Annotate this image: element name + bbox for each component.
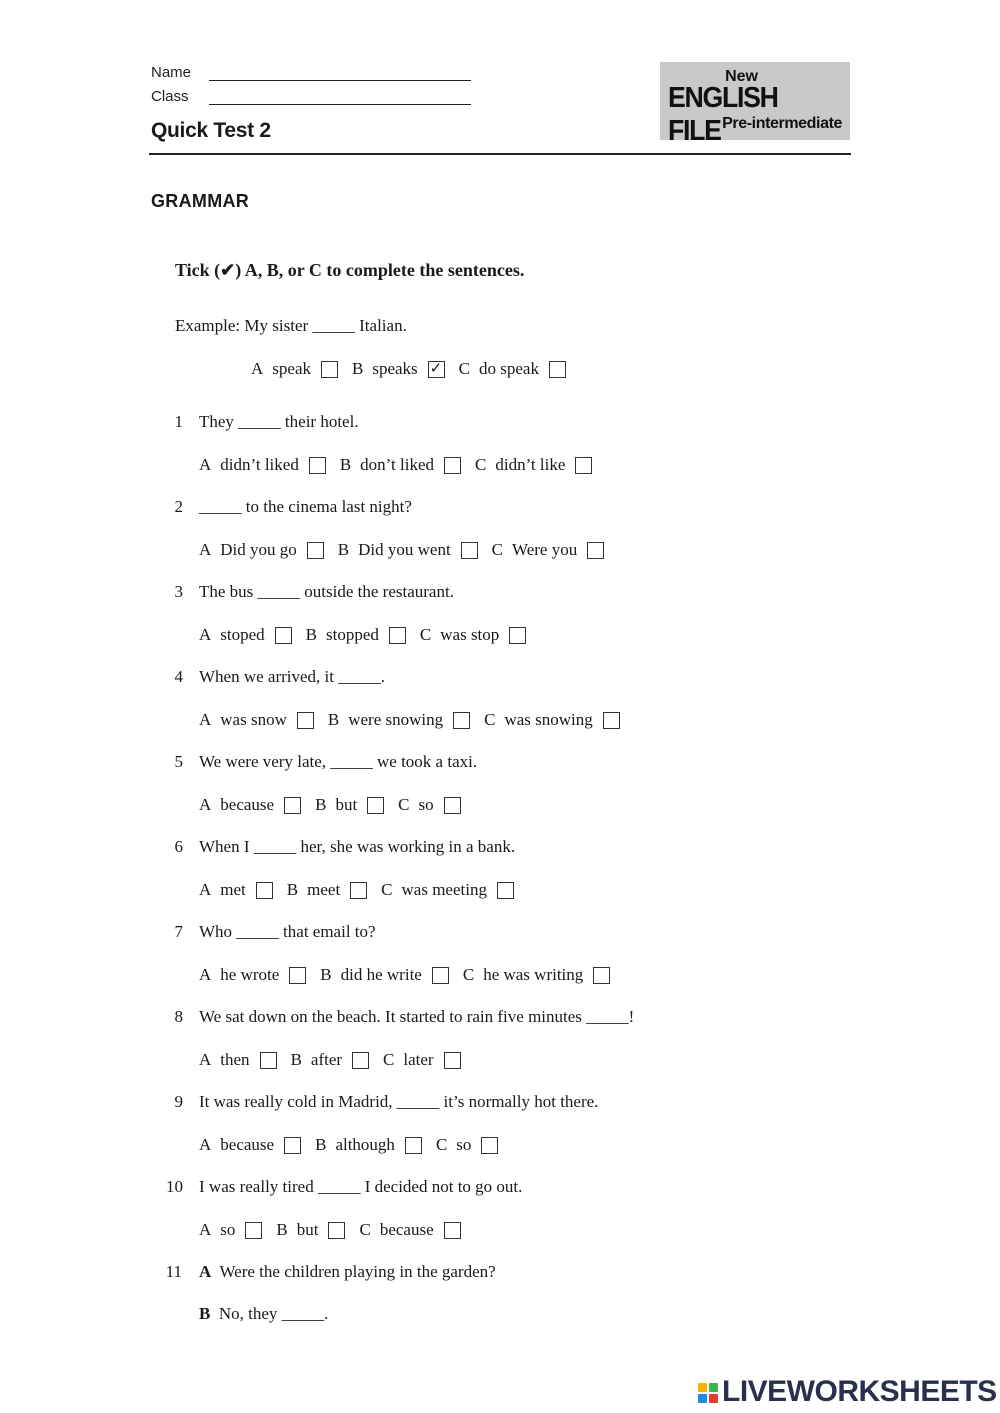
option-letter: B [305,625,318,644]
option-text: meet [307,880,341,899]
question-options [199,965,624,985]
option-letter: C [484,710,496,729]
section-title: GRAMMAR [151,191,250,211]
checkbox[interactable] [444,1052,461,1069]
question-number: 11 [165,1262,182,1281]
liveworksheets-logo-icon [698,1383,718,1403]
question-options [199,710,634,730]
option-letter: A [199,625,212,644]
option-letter: B [327,710,340,729]
option-a [199,625,306,645]
question-number: 7 [174,922,183,941]
option-letter: A [199,795,212,814]
option-letter: C [383,1050,395,1069]
checkbox[interactable] [444,457,461,474]
checkbox[interactable] [297,712,314,729]
speaker-a-label: A [199,1262,212,1281]
option-text: speaks [372,359,418,378]
option-letter: B [276,1220,288,1239]
checkbox[interactable] [444,797,461,814]
option-letter: A [199,710,212,729]
question-options [199,795,475,815]
instruction: Tick (✔) A, B, or C to complete the sentences. [175,260,525,280]
question-options [199,1050,475,1070]
page-title: Quick Test 2 [151,119,271,142]
question-sentence: We were very late, _____ we took a taxi. [199,752,478,771]
checkbox[interactable] [284,1137,301,1154]
option-text: so [456,1135,472,1154]
option-b [291,1050,383,1070]
option-letter: A [199,1050,212,1069]
option-letter: A [199,1135,212,1154]
question-number: 8 [174,1007,183,1026]
option-c [436,1135,512,1155]
example-sentence: Example: My sister _____ Italian. [175,316,407,335]
option-a [199,880,287,900]
checkbox[interactable] [549,361,566,378]
option-b [287,880,381,900]
checkbox[interactable] [453,712,470,729]
option-text: after [310,1050,343,1069]
checkbox[interactable] [350,882,367,899]
checkbox-checked[interactable] [428,361,445,378]
speaker-a-text: Were the children playing in the garden? [219,1262,496,1281]
logo-line-english-file: ENGLISH FILE [668,82,778,147]
example-options [251,359,580,379]
option-text: was meeting [401,880,487,899]
name-label: Name [151,64,192,81]
option-text: but [335,795,358,814]
header-divider [149,153,851,155]
question-number: 9 [174,1092,183,1111]
option-letter: B [352,359,364,378]
question-number: 2 [174,497,183,516]
checkbox[interactable] [367,797,384,814]
option-letter: B [315,1135,327,1154]
option-text: met [220,880,246,899]
option-letter: B [315,795,327,814]
option-b [315,1135,436,1155]
name-field[interactable] [209,80,471,81]
checkbox[interactable] [432,967,449,984]
option-c [484,710,634,730]
question-sentence: When we arrived, it _____. [199,667,385,686]
option-letter: C [359,1220,371,1239]
option-c [398,795,474,815]
question-sentence: Who _____ that email to? [199,922,376,941]
checkbox[interactable] [509,627,526,644]
option-b [320,965,463,985]
checkbox[interactable] [245,1222,262,1239]
option-text: were snowing [348,710,444,729]
option-text: was snow [220,710,287,729]
option-letter: C [435,1135,448,1154]
option-letter: A [199,965,212,984]
logo-line-level: Pre-intermediate [722,115,842,132]
checkbox[interactable] [593,967,610,984]
option-text: do speak [479,359,539,378]
option-a [199,455,340,475]
option-letter: B [339,455,352,474]
question-number: 5 [174,752,183,771]
checkbox[interactable] [256,882,273,899]
class-field[interactable] [209,104,471,105]
option-a [199,1220,276,1240]
checkbox[interactable] [481,1137,498,1154]
option-letter: A [199,455,212,474]
option-text: although [335,1135,395,1154]
checkbox[interactable] [587,542,604,559]
question-number: 1 [174,412,183,431]
option-a [199,710,328,730]
liveworksheets-watermark [698,1375,997,1409]
question-number: 3 [174,582,183,601]
option-text: later [403,1050,434,1069]
option-c [463,965,624,985]
option-a [199,540,338,560]
question-11-line-b [199,1304,328,1324]
option-b [340,455,475,475]
option-b [328,710,484,730]
checkbox[interactable] [461,542,478,559]
option-a [199,965,320,985]
checkbox[interactable] [275,627,292,644]
checkbox[interactable] [289,967,306,984]
question-sentence: We sat down on the beach. It started to rain five minutes _____! [199,1007,635,1026]
option-text: so [418,795,434,814]
option-c [381,880,528,900]
option-letter: B [290,1050,302,1069]
checkbox[interactable] [603,712,620,729]
question-options [199,625,540,645]
option-text: stopped [326,625,379,644]
option-letter: A [251,359,264,378]
option-letter: A [199,1220,212,1239]
example-option-a [251,359,352,379]
option-letter: C [381,880,393,899]
question-sentence: They _____ their hotel. [199,412,359,431]
class-label: Class [151,88,189,105]
question-options [199,455,606,475]
option-letter: C [491,540,504,559]
option-letter: C [462,965,475,984]
option-a [199,1050,291,1070]
option-c [383,1050,475,1070]
option-text: then [220,1050,250,1069]
example-option-b [352,359,459,379]
option-text: stoped [220,625,265,644]
english-file-logo [660,62,850,147]
checkbox[interactable] [352,1052,369,1069]
option-a [199,1135,315,1155]
checkbox[interactable] [328,1222,345,1239]
question-number: 4 [174,667,183,686]
checkbox[interactable] [309,457,326,474]
option-letter: C [398,795,410,814]
question-sentence: _____ to the cinema last night? [199,497,412,516]
logo-line-new: New [725,68,758,85]
option-text: speak [272,359,311,378]
question-options [199,880,528,900]
question-sentence: I was really tired _____ I decided not to go out. [199,1177,523,1196]
checkbox[interactable] [444,1222,461,1239]
option-letter: A [199,540,212,559]
option-text: Did you went [358,540,451,559]
option-letter: B [320,965,332,984]
checkbox[interactable] [389,627,406,644]
example-option-c [459,359,580,379]
question-options [199,1135,512,1155]
option-c [420,625,540,645]
speaker-b-text: No, they _____. [218,1304,329,1323]
question-11-line-a [199,1262,496,1282]
checkbox[interactable] [405,1137,422,1154]
option-letter: B [337,540,350,559]
option-text: he wrote [220,965,280,984]
question-options [199,1220,475,1240]
checkbox[interactable] [307,542,324,559]
option-c [475,455,606,475]
option-letter: B [286,880,299,899]
option-text: Were you [512,540,578,559]
option-letter: A [199,880,212,899]
question-sentence: It was really cold in Madrid, _____ it’s normally hot there. [199,1092,599,1111]
option-text: because [220,795,275,814]
question-options [199,540,618,560]
option-c [359,1220,474,1240]
option-text: but [296,1220,319,1239]
option-letter: C [458,359,471,378]
option-a [199,795,315,815]
option-text: because [379,1220,434,1239]
option-text: he was writing [483,965,584,984]
checkbox[interactable] [284,797,301,814]
option-b [306,625,420,645]
option-text: was snowing [504,710,593,729]
option-text: didn’t like [495,455,566,474]
option-b [315,795,398,815]
option-text: did he write [340,965,422,984]
option-text: so [220,1220,236,1239]
option-text: Did you go [220,540,297,559]
checkbox[interactable] [321,361,338,378]
option-letter: C [475,455,487,474]
question-sentence: When I _____ her, she was working in a bank. [199,837,516,856]
option-text: because [220,1135,275,1154]
option-text: don’t liked [360,455,434,474]
speaker-b-label: B [199,1304,211,1323]
option-b [276,1220,359,1240]
checkbox[interactable] [260,1052,277,1069]
option-text: didn’t liked [220,455,299,474]
option-text: was stop [440,625,500,644]
checkbox[interactable] [575,457,592,474]
question-number: 10 [166,1177,183,1196]
question-number: 6 [174,837,183,856]
watermark-text: LIVEWORKSHEETS [722,1375,997,1408]
option-c [492,540,619,560]
question-sentence: The bus _____ outside the restaurant. [199,582,454,601]
option-b [338,540,492,560]
option-letter: C [419,625,432,644]
checkbox[interactable] [497,882,514,899]
